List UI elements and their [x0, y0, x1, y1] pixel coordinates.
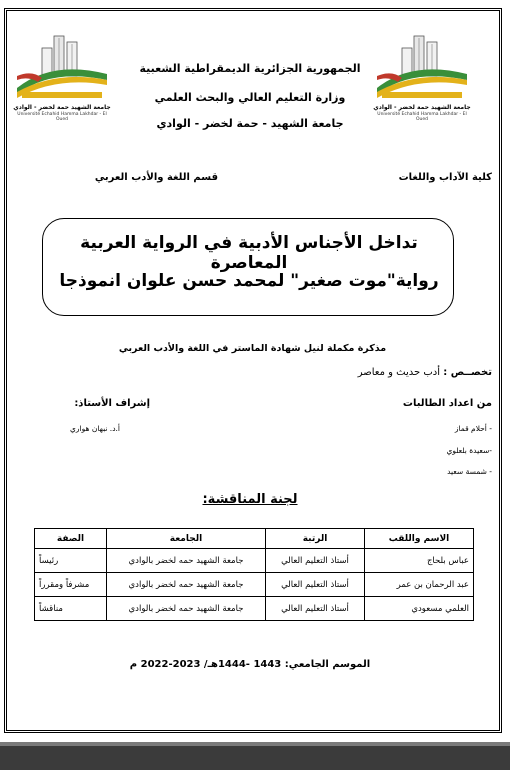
student-name: - أحلام قماز	[454, 424, 492, 433]
thesis-title-box	[42, 218, 454, 316]
specialty-value: أدب حديث و معاصر	[357, 367, 441, 378]
logo-french-name: Université Echahid Hamma Lakhdar - El Oued	[17, 112, 107, 122]
supervisor-name: أ.د. نبهان هواري	[70, 424, 120, 433]
student-name: - شمسة سعيد	[447, 467, 492, 476]
member-rank: أستاذ التعليم العالي	[266, 573, 365, 597]
university-heading: جامعة الشهيد - حمة لخضر - الوادي	[156, 117, 344, 130]
faculty-name: كلية الآداب واللغات	[398, 172, 492, 183]
member-rank: أستاذ التعليم العالي	[266, 597, 365, 621]
students-heading: من اعداد الطالبات	[402, 398, 492, 409]
specialty	[358, 367, 492, 378]
column-header: الجامعة	[107, 529, 266, 549]
logo-arabic-name: جامعة الشهيد حمة لخضر - الوادي	[13, 104, 111, 111]
jury-heading: لجنة المناقشة:	[202, 492, 298, 507]
member-rank: أستاذ التعليم العالي	[266, 549, 365, 573]
member-role: رئيساً	[35, 549, 107, 573]
logo-arabic-name: جامعة الشهيد حمة لخضر - الوادي	[373, 104, 471, 111]
member-role: مناقشاً	[35, 597, 107, 621]
memo-description: مذكرة مكملة لنيل شهادة الماستر في اللغة والأدب العربي	[118, 343, 387, 354]
member-role: مشرفاً ومقرراً	[35, 573, 107, 597]
university-emblem-icon	[372, 30, 472, 102]
republic-heading: الجمهورية الجزائرية الديمقراطية الشعبية	[139, 62, 361, 75]
logo-french-name: Université Echahid Hamma Lakhdar - El Oued	[377, 112, 467, 122]
column-header: الرتبة	[266, 529, 365, 549]
ministry-heading: وزارة التعليم العالي والبحث العلمي	[154, 91, 346, 104]
thesis-title-line-2: رواية"موت صغير" لمحمد حسن علوان انموذجا	[59, 271, 439, 291]
table-row	[35, 549, 474, 573]
jury-table	[34, 528, 474, 621]
supervisor-heading: إشراف الأستاذ:	[74, 398, 150, 409]
thesis-title-line-1: تداخل الأجناس الأدبية في الرواية العربية المعاصرة	[80, 233, 418, 273]
column-header: الصفة	[35, 529, 107, 549]
member-university: جامعة الشهيد حمه لخضر بالوادي	[107, 549, 266, 573]
table-row	[35, 573, 474, 597]
column-header: الاسم واللقب	[365, 529, 474, 549]
university-logo-left	[12, 30, 112, 122]
member-name: العلمي مسعودي	[365, 597, 474, 621]
member-university: جامعة الشهيد حمه لخضر بالوادي	[107, 573, 266, 597]
student-name: -سعيدة بلعلوي	[446, 446, 492, 455]
member-name: عباس بلحاج	[365, 549, 474, 573]
university-emblem-icon	[12, 30, 112, 102]
table-header-row	[35, 529, 474, 549]
viewer-bottom-bar	[0, 742, 510, 770]
member-name: عبد الرحمان بن عمر	[365, 573, 474, 597]
specialty-label: تخصــص :	[443, 367, 492, 378]
department-name: قسم اللغة والأدب العربي	[94, 172, 218, 183]
member-university: جامعة الشهيد حمه لخضر بالوادي	[107, 597, 266, 621]
table-row	[35, 597, 474, 621]
academic-season: الموسم الجامعي: 1443 -1444هـ/ 2023-2022 م	[129, 659, 371, 670]
university-logo-right	[372, 30, 472, 122]
bottom-bar-stripe	[0, 742, 510, 746]
